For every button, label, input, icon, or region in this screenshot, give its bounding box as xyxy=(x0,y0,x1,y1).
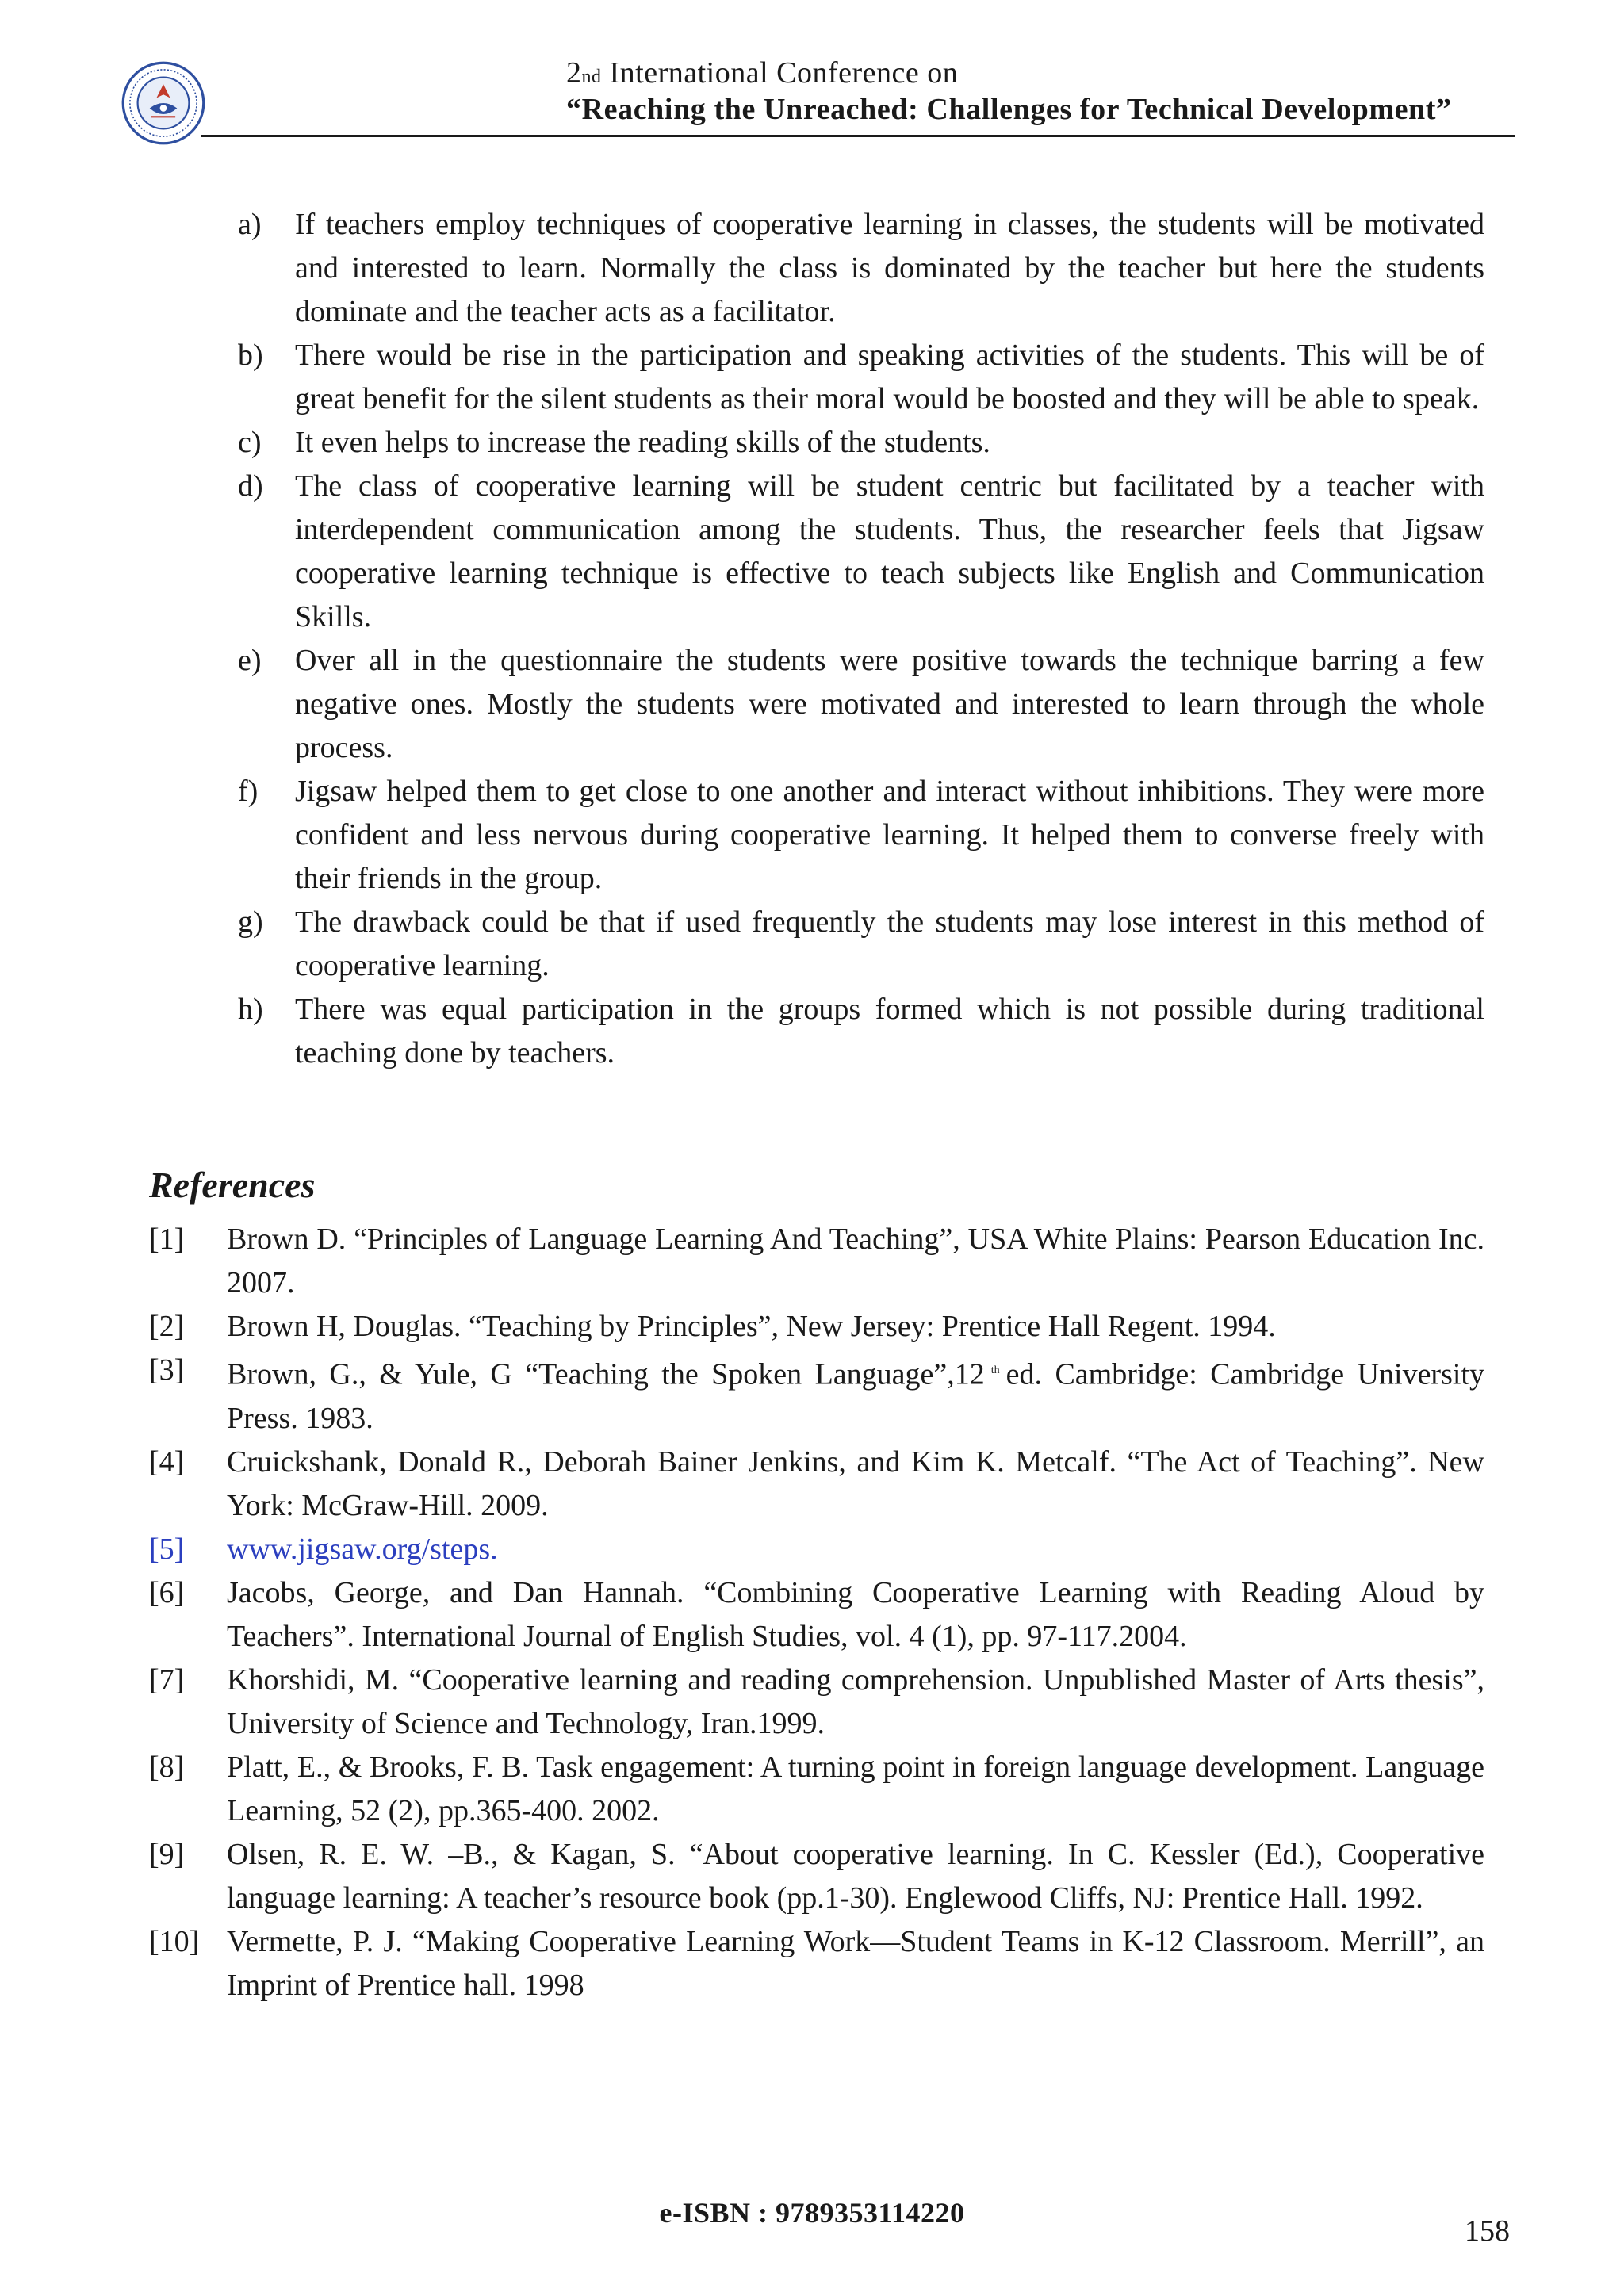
reference-text: Brown H, Douglas. “Teaching by Principles”, New Jersey: Prentice Hall Regent. 1994. xyxy=(227,1310,1276,1343)
reference-text: Jacobs, George, and Dan Hannah. “Combining Cooperative Learning with Reading Aloud by Teachers”. International Journal of English Studies, vol. 4 (1), pp. 97-117.2004. xyxy=(227,1575,1484,1653)
reference-marker: [2] xyxy=(149,1310,185,1343)
reference-marker: [6] xyxy=(149,1575,185,1609)
reference-text: Brown D. “Principles of Language Learning And Teaching”, USA White Plains: Pearson Education Inc. 2007. xyxy=(227,1223,1484,1299)
reference-item xyxy=(149,1746,1484,1833)
reference-item xyxy=(149,1571,1484,1659)
page-number: 158 xyxy=(1465,2214,1510,2248)
reference-text: Khorshidi, M. “Cooperative learning and reading comprehension. Unpublished Master of Arts thesis”, University of Science and Technology, Iran.1999. xyxy=(227,1663,1484,1740)
finding-marker: c) xyxy=(238,426,262,459)
conference-title xyxy=(566,55,958,90)
finding-text: There was equal participation in the groups formed which is not possible during traditional teaching done by teachers. xyxy=(295,993,1484,1070)
page-header xyxy=(0,0,1624,143)
conference-seal-icon xyxy=(121,60,206,146)
reference-url-link[interactable]: www.jigsaw.org/steps. xyxy=(227,1532,498,1566)
reference-text-before: Brown, G., & Yule, G “Teaching the Spoken Language”,12 xyxy=(227,1357,985,1391)
finding-text: Jigsaw helped them to get close to one another and interact without inhibitions. They were more confident and less nervous during cooperative learning. It helped them to converse freely with their friends in the group. xyxy=(295,775,1484,895)
reference-text: Cruickshank, Donald R., Deborah Bainer Jenkins, and Kim K. Metcalf. “The Act of Teaching”. New York: McGraw-Hill. 2009. xyxy=(227,1445,1484,1522)
reference-item xyxy=(149,1305,1484,1349)
finding-marker: e) xyxy=(238,644,262,677)
finding-marker: b) xyxy=(238,339,263,372)
reference-item xyxy=(149,1441,1484,1528)
conference-theme: “Reaching the Unreached: Challenges for Technical Development” xyxy=(566,93,1452,126)
finding-text: If teachers employ techniques of cooperative learning in classes, the students will be motivated and interested to learn. Normally the class is dominated by the teacher but here the students dominate and the teacher acts as a facilitator. xyxy=(295,208,1484,328)
finding-marker: a) xyxy=(238,208,262,241)
finding-text: The class of cooperative learning will be student centric but facilitated by a teacher with interdependent communication among the students. Thus, the researcher feels that Jigsaw cooperative learning technique is effective to teach subjects like English and Communication Skills. xyxy=(295,469,1484,633)
reference-marker: [9] xyxy=(149,1837,185,1871)
finding-item xyxy=(238,901,1484,988)
finding-item xyxy=(238,203,1484,334)
conference-ordinal-number: 2 xyxy=(566,56,582,90)
reference-text: Platt, E., & Brooks, F. B. Task engagement: A turning point in foreign language development. Language Learning, 52 (2), pp.365-400. 2002. xyxy=(227,1750,1484,1827)
reference-text: Vermette, P. J. “Making Cooperative Learning Work—Student Teams in K-12 Classroom. Merrill”, an Imprint of Prentice hall. 1998 xyxy=(227,1924,1484,2002)
finding-text: There would be rise in the participation and speaking activities of the students. This will be of great benefit for the silent students as their moral would be boosted and they will be able to speak. xyxy=(295,339,1484,415)
finding-item xyxy=(238,639,1484,770)
reference-text: Olsen, R. E. W. –B., & Kagan, S. “About cooperative learning. In C. Kessler (Ed.), Cooperative language learning: A teacher’s resource book (pp.1-30). Englewood Cliffs, NJ: Prentice Hall. 1992. xyxy=(227,1837,1484,1915)
findings-list xyxy=(238,203,1484,1075)
references-heading: References xyxy=(149,1165,316,1205)
finding-marker: h) xyxy=(238,993,263,1026)
reference-item xyxy=(149,1833,1484,1920)
reference-marker: [3] xyxy=(149,1353,185,1387)
reference-item xyxy=(149,1920,1484,2007)
finding-text: It even helps to increase the reading skills of the students. xyxy=(295,426,990,459)
reference-marker: [4] xyxy=(149,1445,185,1479)
finding-item xyxy=(238,465,1484,639)
finding-item xyxy=(238,421,1484,465)
reference-text-after: ed. Cambridge: Cambridge University Press. 1983. xyxy=(227,1357,1484,1435)
finding-item xyxy=(238,988,1484,1075)
reference-marker: [8] xyxy=(149,1750,185,1784)
conference-title-text: International Conference on xyxy=(601,56,959,90)
reference-item xyxy=(149,1659,1484,1746)
reference-marker: [10] xyxy=(149,1924,200,1958)
references-list xyxy=(149,1218,1484,2007)
isbn-footer: e-ISBN : 9789353114220 xyxy=(659,2197,965,2229)
finding-marker: d) xyxy=(238,469,263,503)
finding-item xyxy=(238,770,1484,901)
reference-item-link[interactable] xyxy=(149,1528,1484,1571)
reference-superscript: th xyxy=(990,1364,1000,1376)
reference-marker: [1] xyxy=(149,1223,185,1256)
header-divider xyxy=(201,135,1515,137)
reference-marker: [7] xyxy=(149,1663,185,1697)
conference-ordinal-suffix: nd xyxy=(581,67,602,87)
finding-item xyxy=(238,334,1484,421)
reference-item xyxy=(149,1349,1484,1441)
finding-marker: f) xyxy=(238,775,259,808)
finding-text: Over all in the questionnaire the students were positive towards the technique barring a few negative ones. Mostly the students were motivated and interested to learn through the whole process. xyxy=(295,644,1484,764)
reference-item xyxy=(149,1218,1484,1305)
reference-marker: [5] xyxy=(149,1532,185,1566)
finding-marker: g) xyxy=(238,905,263,939)
finding-text: The drawback could be that if used frequently the students may lose interest in this method of cooperative learning. xyxy=(295,905,1484,982)
